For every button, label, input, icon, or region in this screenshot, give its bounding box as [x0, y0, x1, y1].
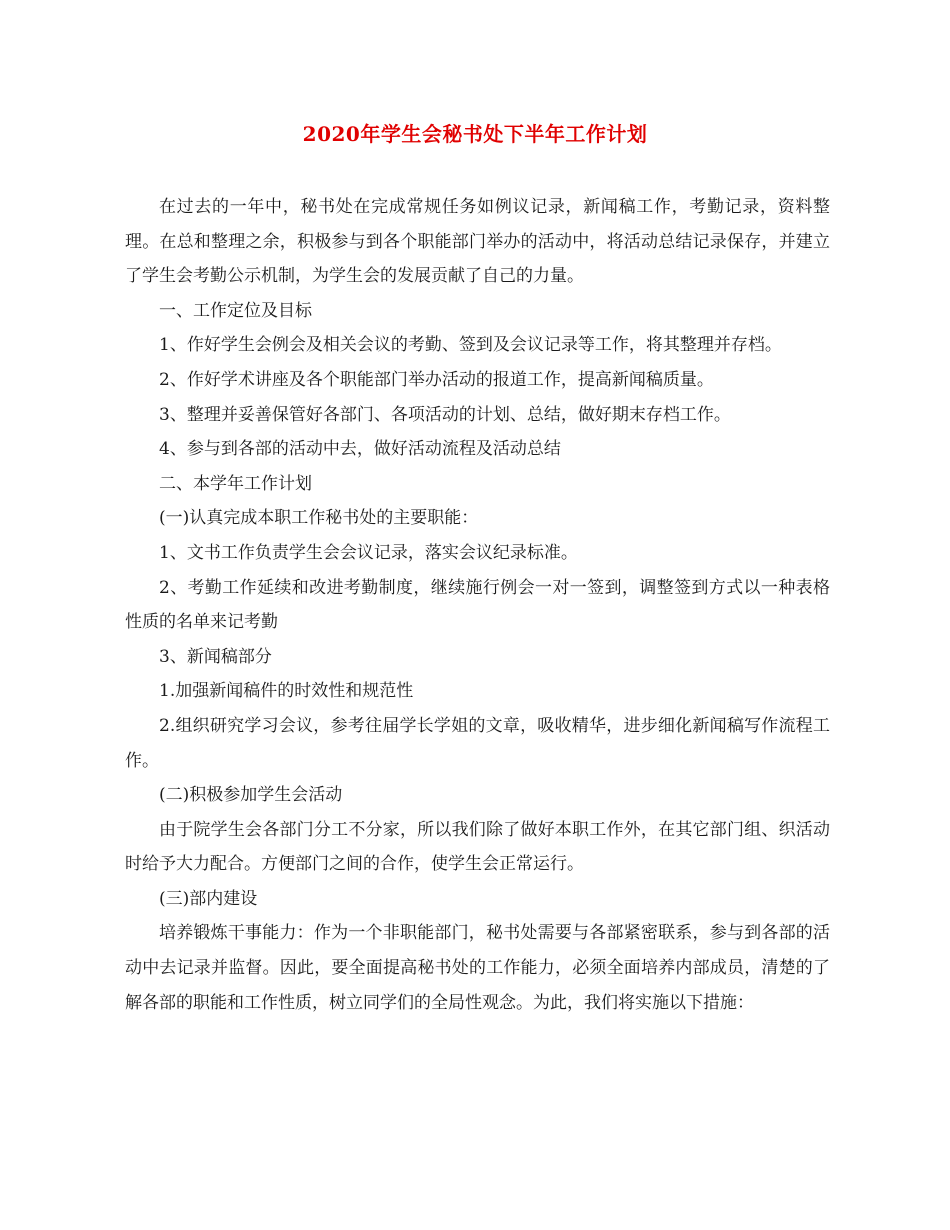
list-item: 1.加强新闻稿件的时效性和规范性 — [159, 681, 414, 702]
subsection-heading-activities: (二)积极参加学生会活动 — [159, 785, 343, 806]
subsection-heading-internal: (三)部内建设 — [159, 888, 258, 909]
section-heading-positioning: 一、工作定位及目标 — [159, 300, 312, 321]
list-item: 3、整理并妥善保管好各部门、各项活动的计划、总结，做好期末存档工作。 — [159, 404, 731, 425]
list-item: 1、作好学生会例会及相关会议的考勤、签到及会议记录等工作，将其整理并存档。 — [159, 335, 782, 356]
list-item: 2、考勤工作延续和改进考勤制度，继续施行例会一对一签到，调整签到方式以一种表格性质的名单来记考勤 — [125, 577, 830, 633]
paragraph-intro: 在过去的一年中，秘书处在完成常规任务如例议记录，新闻稿工作，考勤记录，资料整理。在总和整理之余，积极参与到各个职能部门举办的活动中，将活动总结记录保存，并建立了学生会考勤公示机制，为学生会的发展贡献了自己的力量。 — [125, 197, 830, 287]
list-item: 4、参与到各部的活动中去，做好活动流程及活动总结 — [159, 439, 561, 460]
document-title: 2020年学生会秘书处下半年工作计划 — [302, 122, 648, 146]
paragraph-activities: 由于院学生会各部门分工不分家，所以我们除了做好本职工作外，在其它部门组、织活动时给予大力配合。方便部门之间的合作，使学生会正常运行。 — [125, 819, 830, 875]
list-item: 1、文书工作负责学生会会议记录，落实会议纪录标准。 — [159, 542, 578, 563]
document-body — [125, 190, 830, 1020]
list-item: 3、新闻稿部分 — [159, 646, 272, 667]
section-heading-plan: 二、本学年工作计划 — [159, 473, 312, 494]
list-item: 2.组织研究学习会议，参考往届学长学姐的文章，吸收精华，进步细化新闻稿写作流程工作。 — [125, 715, 830, 771]
list-item: 2、作好学术讲座及各个职能部门举办活动的报道工作，提高新闻稿质量。 — [159, 369, 714, 390]
subsection-heading-duties: (一)认真完成本职工作秘书处的主要职能： — [159, 508, 479, 529]
paragraph-internal: 培养锻炼干事能力：作为一个非职能部门，秘书处需要与各部紧密联系，参与到各部的活动中去记录并监督。因此，要全面提高秘书处的工作能力，必须全面培养内部成员，清楚的了解各部的职能和工作性质，树立同学们的全局性观念。为此，我们将实施以下措施： — [125, 923, 830, 1013]
